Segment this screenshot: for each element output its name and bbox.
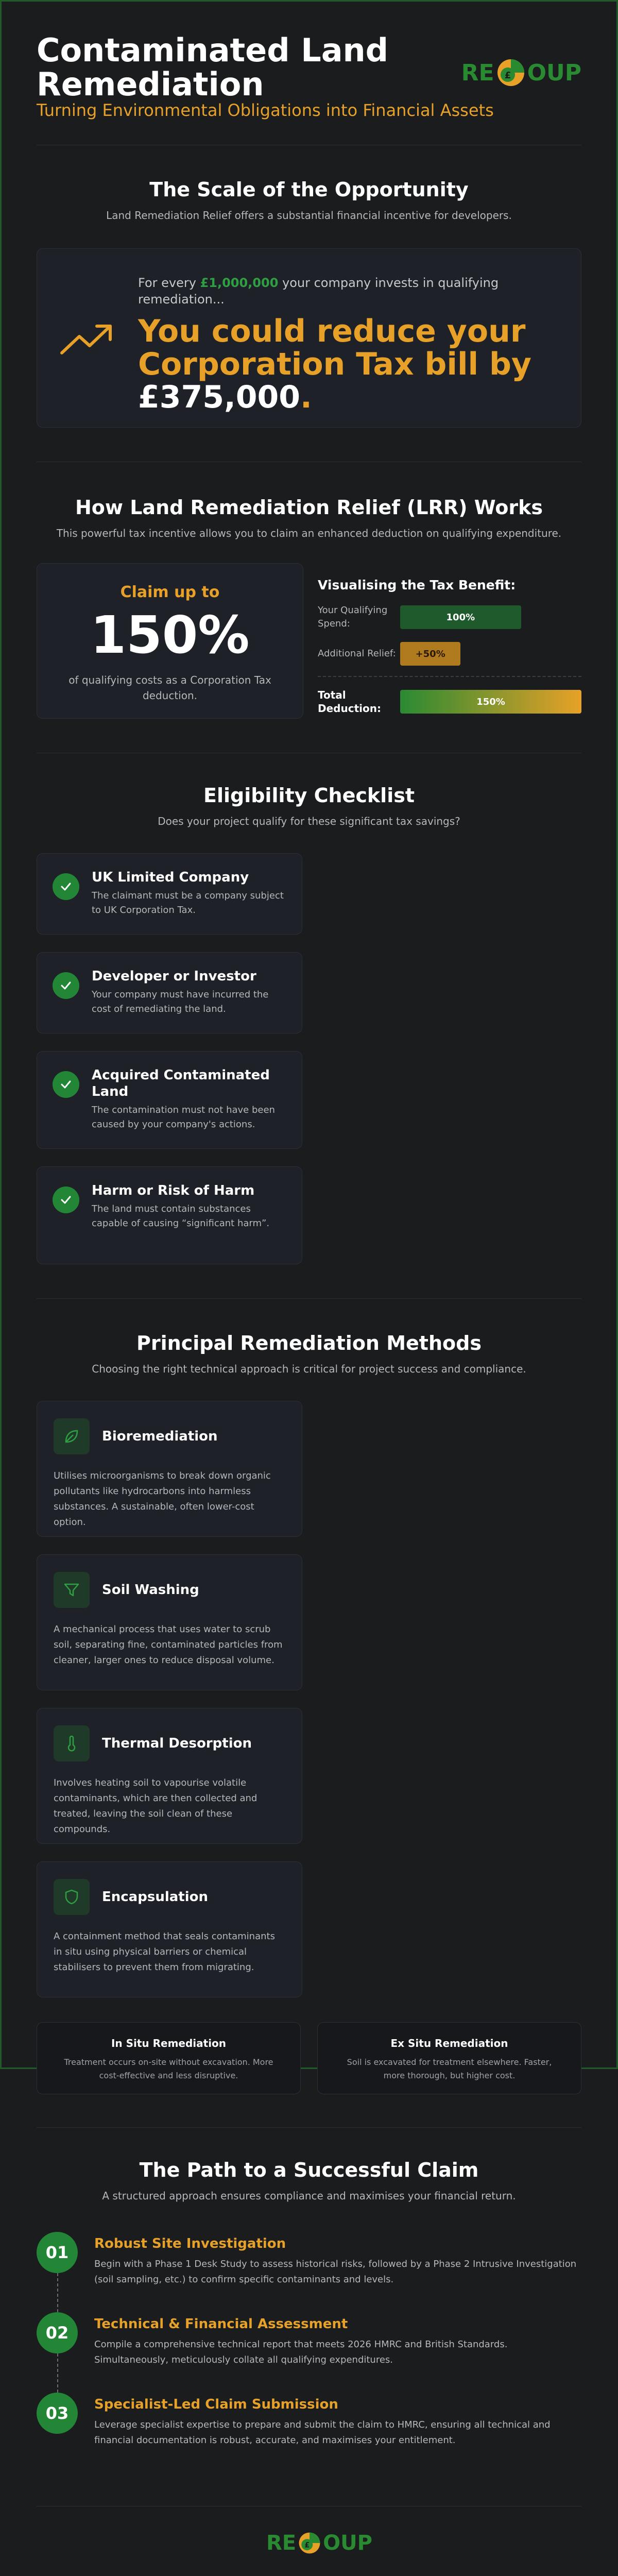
step-connector [57,2353,58,2393]
lrr-subtitle: This powerful tax incentive allows you to claim an enhanced deduction on qualifying expenditure. [56,527,562,539]
claim-percentage: 150% [90,605,250,665]
shield-icon [54,1879,90,1915]
step-2: 02 Technical & Financial Assessment Compile a comprehensive technical report that meets 2026 HMRC and British Standards. Simultaneously, meticulously collate all qualifying expenditures. [37,2312,581,2393]
viz-row-total: Total Deduction: 150% [318,688,581,715]
trending-up-icon [60,321,113,357]
funnel-icon [54,1572,90,1608]
eligibility-title: Eligibility Checklist [203,784,415,807]
check-icon [53,1187,79,1213]
path-title: The Path to a Successful Claim [139,2159,479,2181]
method-card: Thermal Desorption Involves heating soil to vapourise volatile contaminants, which are then collected and treated, leaving the soil clean of these compounds. [37,1708,302,1844]
methods-section [37,1299,581,2094]
method-card: Bioremediation Utilises microorganisms to break down organic pollutants like hydrocarbons into harmless substances. A sustainable, often lower-cost option. [37,1401,302,1537]
lrr-title: How Land Remediation Relief (LRR) Works [75,496,543,519]
viz-title: Visualising the Tax Benefit: [318,578,516,592]
svg-text:£: £ [304,2541,310,2550]
eligibility-item: Acquired Contaminated Land The contamination must not have been caused by your company's actions. [37,1051,302,1149]
claim-label: Claim up to [120,583,220,601]
step-number: 02 [37,2312,78,2353]
ex-situ-card: Ex Situ Remediation Soil is excavated for treatment elsewhere. Faster, more thorough, but higher cost. [317,2022,581,2094]
check-icon [53,972,79,999]
step-3: 03 Specialist-Led Claim Submission Leverage specialist expertise to prepare and submit the claim to HMRC, ensuring all technical and financial documentation is robust, accurate, and maximises your entitlement. [37,2393,581,2460]
eligibility-item: UK Limited Company The claimant must be a company subject to UK Corporation Tax. [37,853,302,935]
bar-spend: 100% [400,605,521,629]
step-1: 01 Robust Site Investigation Begin with a Phase 1 Desk Study to assess historical risks, followed by a Phase 2 Intrusive Investigation (soil sampling, etc.) to confirm specific contaminants and levels. [37,2232,581,2312]
methods-title: Principal Remediation Methods [136,1332,482,1354]
eligibility-item: Developer or Investor Your company must have incurred the cost of remediating the land. [37,952,302,1033]
logo-text-left: RE [461,59,494,86]
header [37,2,581,145]
viz-separator [318,676,581,677]
viz-row-additional: Additional Relief: +50% [318,642,581,666]
scale-title: The Scale of the Opportunity [149,178,469,201]
in-situ-card: In Situ Remediation Treatment occurs on-site without excavation. More cost-effective and less disruptive. [37,2022,301,2094]
claim-card [37,563,303,719]
step-number: 03 [37,2393,78,2434]
investment-amount: £1,000,000 [200,276,279,290]
bar-total: 150% [400,690,581,714]
coin-symbol: £ [504,70,511,81]
scale-subtitle: Land Remediation Relief offers a substantial financial incentive for developers. [106,209,512,222]
page-title: Contaminated Land Remediation [37,31,389,103]
check-icon [53,873,79,900]
saving-amount: £375,000 [138,379,301,415]
thermometer-icon [54,1725,90,1761]
claim-note: of qualifying costs as a Corporation Tax deduction. [68,674,271,702]
scale-section [37,145,581,428]
eligibility-subtitle: Does your project qualify for these significant tax savings? [158,815,460,827]
method-card: Soil Washing A mechanical process that uses water to scrub soil, separating fine, contaminated particles from cleaner, larger ones to reduce disposal volume. [37,1554,302,1690]
eligibility-section [37,753,581,1264]
leaf-icon [54,1418,90,1454]
page-subtitle: Turning Environmental Obligations into Financial Assets [37,100,494,120]
scale-card [37,248,581,428]
path-subtitle: A structured approach ensures compliance and maximises your financial return. [102,2190,516,2202]
method-card: Encapsulation A containment method that seals contaminants in situ using physical barriers or chemical stabilisers to prevent them from migrating. [37,1861,302,1997]
scale-headline: You could reduce your Corporation Tax bill by £375,000. [138,313,532,415]
methods-subtitle: Choosing the right technical approach is critical for project success and compliance. [92,1363,526,1375]
tax-benefit-visual [318,563,581,719]
bar-additional: +50% [400,642,460,666]
coin-icon [496,58,525,87]
logo-text-right: OUP [527,59,581,86]
footer-logo: RE £ OUP [266,2531,372,2555]
scale-lead-text: For every £1,000,000 your company invests in qualifying remediation... [138,276,499,307]
step-connector [57,2273,58,2312]
lrr-section [37,462,581,719]
check-icon [53,1071,79,1098]
path-section [37,2128,581,2460]
recoup-logo [461,58,581,87]
step-number: 01 [37,2232,78,2273]
eligibility-item: Harm or Risk of Harm The land must contain substances capable of causing “significant harm”. [37,1166,302,1264]
footer [37,2506,581,2576]
coin-icon [298,2532,321,2554]
viz-row-spend: Your Qualifying Spend: 100% [318,604,581,631]
